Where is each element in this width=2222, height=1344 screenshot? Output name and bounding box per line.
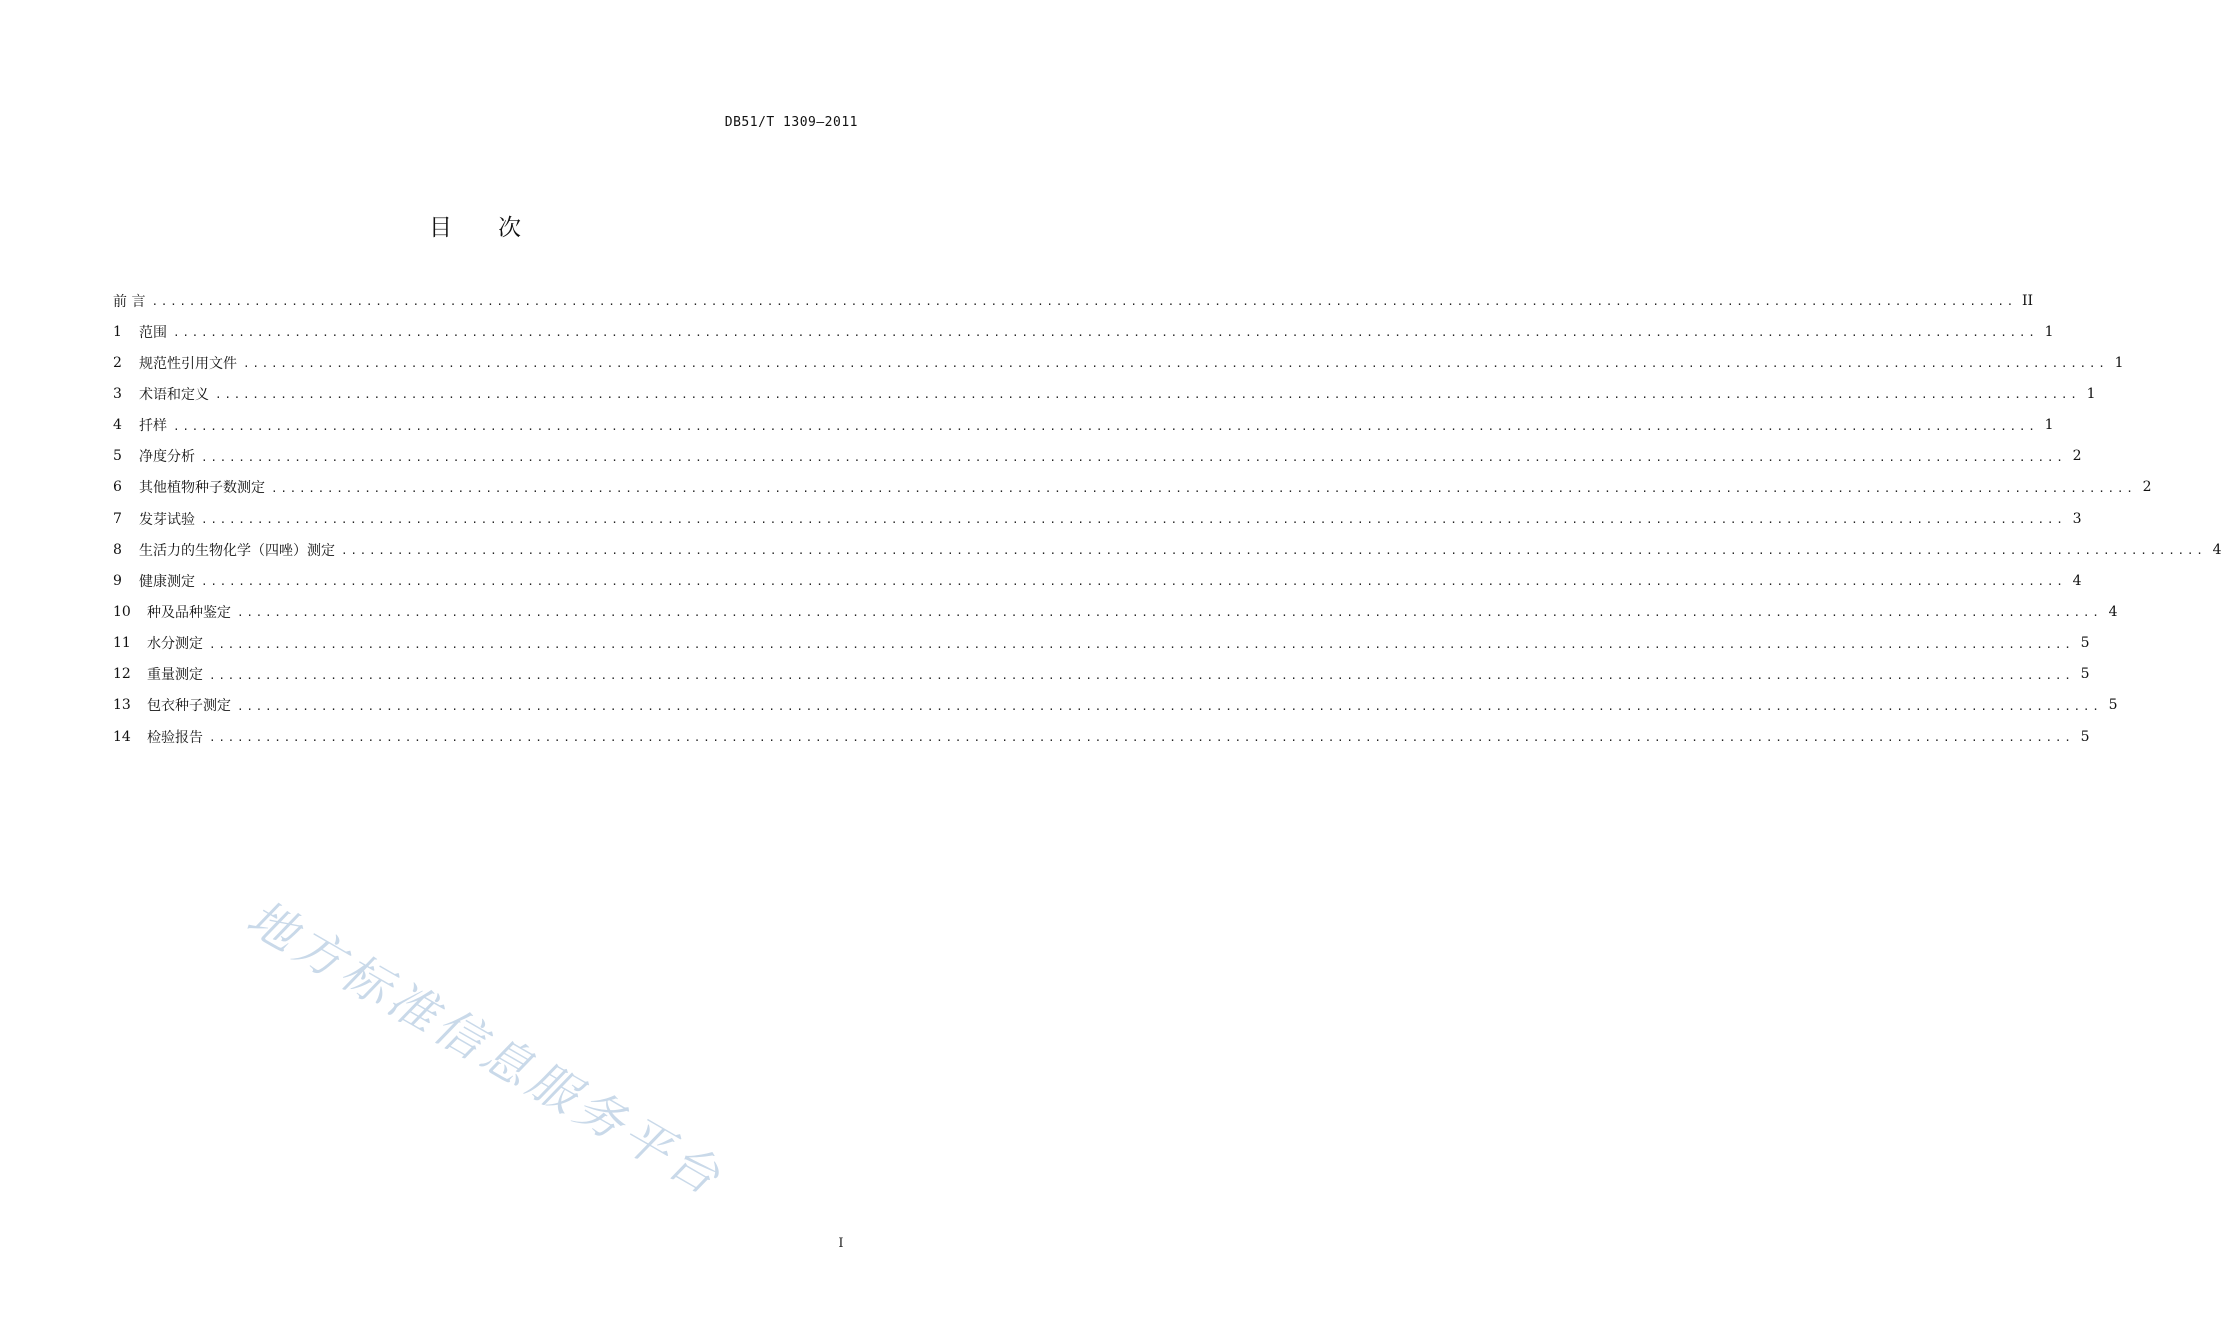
toc-entry[interactable] — [113, 628, 2090, 659]
toc-entry[interactable] — [113, 316, 2054, 347]
document-code: DB51/T 1309—2011 — [724, 115, 858, 130]
toc-entry-page: 3 — [2072, 510, 2082, 527]
toc-entry-number: 3 — [113, 385, 122, 402]
toc-entry[interactable] — [113, 410, 2054, 441]
toc-entry-page: 5 — [2108, 697, 2118, 714]
toc-entry-number: 9 — [113, 572, 122, 589]
toc-entry-title: 水分测定 — [147, 636, 203, 653]
toc-entry[interactable] — [113, 565, 2082, 596]
toc-dot-leader: ........................................................................................................................................................................................................ — [173, 419, 2038, 433]
toc-entry-page: 2 — [2072, 448, 2082, 465]
toc-entry-title: 规范性引用文件 — [139, 355, 237, 372]
toc-dot-leader: ........................................................................................................................................................................................................ — [209, 731, 2074, 745]
toc-entry-page: 4 — [2212, 541, 2222, 558]
toc-dot-leader: ........................................................................................................................................................................................................ — [237, 606, 2102, 620]
toc-entry-page: 1 — [2086, 385, 2096, 402]
toc-entry[interactable] — [113, 721, 2090, 752]
toc-entry-number: 1 — [113, 323, 122, 340]
toc-entry-title: 包衣种子测定 — [147, 698, 231, 715]
toc-entry[interactable] — [113, 378, 2096, 409]
toc-entry-number: 13 — [113, 697, 131, 714]
toc-entry-number: 5 — [113, 448, 122, 465]
toc-entry-title: 发芽试验 — [139, 511, 195, 528]
toc-entry-title: 种及品种鉴定 — [147, 604, 231, 621]
toc-entry-title: 其他植物种子数测定 — [139, 480, 265, 497]
toc-entry-page: 1 — [2114, 354, 2124, 371]
toc-entry-number: 6 — [113, 479, 122, 496]
toc-entry-title: 前 言 — [113, 293, 146, 310]
toc-entry-page: 4 — [2108, 603, 2118, 620]
toc-entry[interactable] — [113, 503, 2082, 534]
toc-entry-page: 4 — [2072, 572, 2082, 589]
toc-dot-leader: ........................................................................................................................................................................................................ — [237, 699, 2102, 713]
toc-entry-page: 2 — [2142, 479, 2152, 496]
toc-entry-number: 14 — [113, 728, 131, 745]
toc-dot-leader: ........................................................................................................................................................................................................ — [209, 637, 2074, 651]
toc-entry[interactable] — [113, 441, 2082, 472]
toc-entry-title: 健康测定 — [139, 573, 195, 590]
toc-dot-leader: ........................................................................................................................................................................................................ — [151, 295, 2016, 309]
toc-entry-title: 范围 — [139, 324, 167, 341]
toc-entry-number: 11 — [113, 635, 131, 652]
toc-entry-page: II — [2021, 292, 2034, 309]
toc-dot-leader: ........................................................................................................................................................................................................ — [209, 668, 2074, 682]
page-title-char-1: 目 — [429, 215, 452, 241]
toc-entry-title: 重量测定 — [147, 667, 203, 684]
toc-entry-number: 10 — [113, 603, 131, 620]
toc-entry-number: 4 — [113, 417, 122, 434]
toc-dot-leader: ........................................................................................................................................................................................................ — [201, 513, 2066, 527]
toc-entry-page: 5 — [2080, 728, 2090, 745]
toc-dot-leader: ........................................................................................................................................................................................................ — [173, 326, 2038, 340]
toc-entry-page: 5 — [2080, 635, 2090, 652]
toc-entry-number: 12 — [113, 666, 131, 683]
toc-entry[interactable] — [113, 659, 2090, 690]
toc-entry-page: 5 — [2080, 666, 2090, 683]
toc-entry-number: 8 — [113, 541, 122, 558]
page-title — [0, 209, 950, 242]
toc-dot-leader: ........................................................................................................................................................................................................ — [215, 388, 2080, 402]
toc-entry-page: 1 — [2044, 417, 2054, 434]
toc-entry-title: 生活力的生物化学（四唑）测定 — [139, 542, 335, 559]
page-title-char-2: 次 — [498, 215, 521, 241]
toc-entry[interactable] — [113, 472, 2152, 503]
toc-entry-number: 2 — [113, 354, 122, 371]
toc-dot-leader: ........................................................................................................................................................................................................ — [201, 575, 2066, 589]
toc-entry[interactable] — [113, 534, 2222, 565]
watermark: 地方标准信息服务平台 — [237, 889, 734, 1209]
toc-dot-leader: ........................................................................................................................................................................................................ — [341, 544, 2206, 558]
toc-entry-page: 1 — [2044, 323, 2054, 340]
toc-entry-title: 扦样 — [139, 418, 167, 435]
toc-entry-title: 净度分析 — [139, 449, 195, 466]
toc-entry[interactable] — [113, 596, 2118, 627]
toc-dot-leader: ........................................................................................................................................................................................................ — [271, 481, 2136, 495]
toc-entry-title: 检验报告 — [147, 729, 203, 746]
table-of-contents — [113, 285, 2222, 752]
page-number: I — [838, 1236, 844, 1251]
toc-entry[interactable] — [113, 347, 2124, 378]
toc-dot-leader: ........................................................................................................................................................................................................ — [243, 357, 2108, 371]
toc-dot-leader: ........................................................................................................................................................................................................ — [201, 450, 2066, 464]
toc-entry-number: 7 — [113, 510, 122, 527]
toc-entry-title: 术语和定义 — [139, 386, 209, 403]
toc-entry[interactable] — [113, 690, 2118, 721]
toc-entry[interactable] — [113, 285, 2034, 316]
